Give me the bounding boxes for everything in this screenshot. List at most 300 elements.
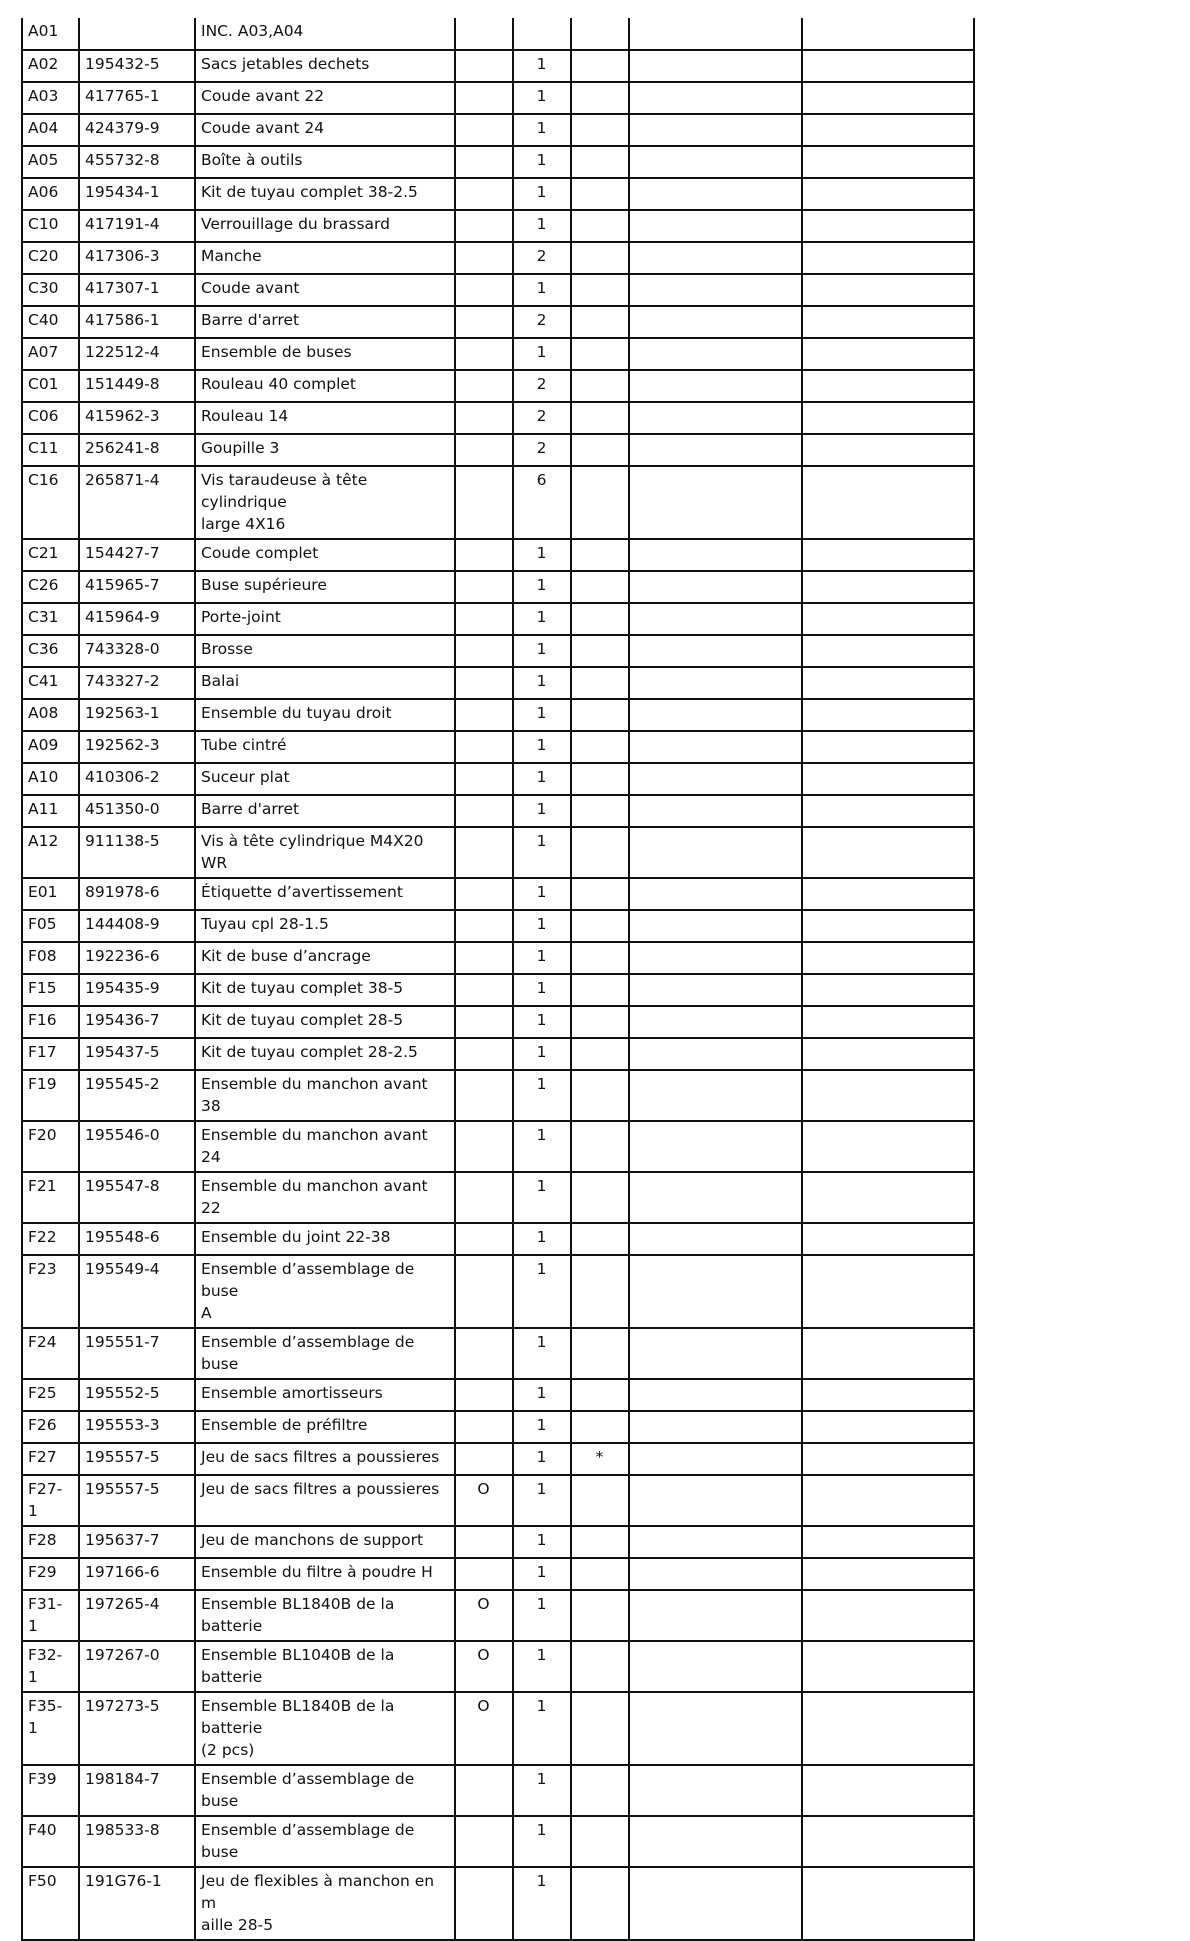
- item-number-cell: C10: [22, 210, 79, 242]
- quantity-cell: 1: [513, 1641, 571, 1692]
- part-number-cell: 265871-4: [79, 466, 195, 539]
- item-number-cell: C41: [22, 667, 79, 699]
- option-cell: [455, 1411, 513, 1443]
- item-number-cell: F27-1: [22, 1475, 79, 1526]
- quantity-cell: 1: [513, 1443, 571, 1475]
- note-mark-cell: [571, 795, 629, 827]
- quantity-cell: 1: [513, 1328, 571, 1379]
- description-cell: Jeu de sacs filtres a poussieres: [195, 1443, 455, 1475]
- part-number-cell: 451350-0: [79, 795, 195, 827]
- item-number-cell: F05: [22, 910, 79, 942]
- blank-cell: [629, 1172, 802, 1223]
- item-number-cell: F24: [22, 1328, 79, 1379]
- note-mark-cell: [571, 466, 629, 539]
- part-number-cell: 195549-4: [79, 1255, 195, 1328]
- option-cell: [455, 974, 513, 1006]
- blank-cell: [629, 402, 802, 434]
- note-mark-cell: [571, 178, 629, 210]
- item-number-cell: A04: [22, 114, 79, 146]
- table-row: [22, 210, 974, 242]
- blank-cell: [629, 1006, 802, 1038]
- note-mark-cell: [571, 1590, 629, 1641]
- description-cell: Ensemble du joint 22-38: [195, 1223, 455, 1255]
- description-cell: Ensemble de buses: [195, 338, 455, 370]
- note-mark-cell: [571, 146, 629, 178]
- blank-cell: [802, 1006, 974, 1038]
- blank-cell: [629, 1070, 802, 1121]
- quantity-cell: 1: [513, 635, 571, 667]
- option-cell: [455, 370, 513, 402]
- blank-cell: [629, 827, 802, 878]
- description-cell: Ensemble BL1040B de la batterie: [195, 1641, 455, 1692]
- blank-cell: [802, 1223, 974, 1255]
- description-cell: Barre d'arret: [195, 306, 455, 338]
- blank-cell: [802, 1379, 974, 1411]
- note-mark-cell: *: [571, 1443, 629, 1475]
- note-mark-cell: [571, 1411, 629, 1443]
- part-number-cell: 195551-7: [79, 1328, 195, 1379]
- quantity-cell: 1: [513, 974, 571, 1006]
- part-number-cell: 195548-6: [79, 1223, 195, 1255]
- blank-cell: [802, 1867, 974, 1940]
- blank-cell: [629, 338, 802, 370]
- description-cell: Barre d'arret: [195, 795, 455, 827]
- quantity-cell: 1: [513, 1765, 571, 1816]
- parts-table-body: [22, 18, 974, 1940]
- blank-cell: [629, 667, 802, 699]
- quantity-cell: 1: [513, 1070, 571, 1121]
- quantity-cell: 1: [513, 1223, 571, 1255]
- table-row: [22, 910, 974, 942]
- option-cell: [455, 1006, 513, 1038]
- item-number-cell: A10: [22, 763, 79, 795]
- option-cell: O: [455, 1692, 513, 1765]
- blank-cell: [802, 974, 974, 1006]
- item-number-cell: F21: [22, 1172, 79, 1223]
- quantity-cell: 1: [513, 1475, 571, 1526]
- table-row: [22, 827, 974, 878]
- description-cell: Coude avant: [195, 274, 455, 306]
- note-mark-cell: [571, 210, 629, 242]
- table-row: [22, 18, 974, 50]
- description-cell: Ensemble d’assemblage de buse: [195, 1765, 455, 1816]
- part-number-cell: 154427-7: [79, 539, 195, 571]
- item-number-cell: A08: [22, 699, 79, 731]
- option-cell: [455, 827, 513, 878]
- option-cell: [455, 82, 513, 114]
- part-number-cell: 195434-1: [79, 178, 195, 210]
- item-number-cell: C06: [22, 402, 79, 434]
- option-cell: [455, 306, 513, 338]
- note-mark-cell: [571, 878, 629, 910]
- blank-cell: [629, 1641, 802, 1692]
- blank-cell: [629, 50, 802, 82]
- item-number-cell: F39: [22, 1765, 79, 1816]
- quantity-cell: 1: [513, 178, 571, 210]
- item-number-cell: F40: [22, 1816, 79, 1867]
- blank-cell: [802, 306, 974, 338]
- part-number-cell: 455732-8: [79, 146, 195, 178]
- description-cell: Kit de tuyau complet 28-2.5: [195, 1038, 455, 1070]
- option-cell: [455, 942, 513, 974]
- item-number-cell: C30: [22, 274, 79, 306]
- blank-cell: [629, 1255, 802, 1328]
- note-mark-cell: [571, 731, 629, 763]
- item-number-cell: A11: [22, 795, 79, 827]
- item-number-cell: F29: [22, 1558, 79, 1590]
- blank-cell: [629, 1443, 802, 1475]
- table-row: [22, 1038, 974, 1070]
- item-number-cell: F28: [22, 1526, 79, 1558]
- description-cell: Ensemble BL1840B de la batterie: [195, 1590, 455, 1641]
- quantity-cell: 1: [513, 1172, 571, 1223]
- item-number-cell: F15: [22, 974, 79, 1006]
- description-cell: Porte-joint: [195, 603, 455, 635]
- note-mark-cell: [571, 974, 629, 1006]
- note-mark-cell: [571, 1816, 629, 1867]
- blank-cell: [802, 1172, 974, 1223]
- description-cell: Goupille 3: [195, 434, 455, 466]
- part-number-cell: 256241-8: [79, 434, 195, 466]
- option-cell: [455, 1223, 513, 1255]
- option-cell: [455, 50, 513, 82]
- description-cell: Rouleau 40 complet: [195, 370, 455, 402]
- note-mark-cell: [571, 402, 629, 434]
- option-cell: [455, 603, 513, 635]
- table-row: [22, 1558, 974, 1590]
- blank-cell: [802, 1558, 974, 1590]
- part-number-cell: 197166-6: [79, 1558, 195, 1590]
- blank-cell: [629, 306, 802, 338]
- part-number-cell: 195432-5: [79, 50, 195, 82]
- blank-cell: [629, 795, 802, 827]
- blank-cell: [802, 50, 974, 82]
- blank-cell: [802, 667, 974, 699]
- blank-cell: [802, 274, 974, 306]
- blank-cell: [802, 635, 974, 667]
- part-number-cell: [79, 18, 195, 50]
- note-mark-cell: [571, 635, 629, 667]
- note-mark-cell: [571, 1558, 629, 1590]
- quantity-cell: 1: [513, 878, 571, 910]
- item-number-cell: F22: [22, 1223, 79, 1255]
- option-cell: O: [455, 1475, 513, 1526]
- description-cell: Ensemble du manchon avant 22: [195, 1172, 455, 1223]
- blank-cell: [802, 1038, 974, 1070]
- blank-cell: [802, 1641, 974, 1692]
- note-mark-cell: [571, 910, 629, 942]
- part-number-cell: 743328-0: [79, 635, 195, 667]
- blank-cell: [629, 1411, 802, 1443]
- description-cell: Ensemble d’assemblage de buse: [195, 1328, 455, 1379]
- description-cell: Ensemble amortisseurs: [195, 1379, 455, 1411]
- option-cell: [455, 1328, 513, 1379]
- part-number-cell: 198184-7: [79, 1765, 195, 1816]
- blank-cell: [802, 571, 974, 603]
- description-cell: INC. A03,A04: [195, 18, 455, 50]
- blank-cell: [629, 1558, 802, 1590]
- quantity-cell: 1: [513, 942, 571, 974]
- quantity-cell: 1: [513, 1558, 571, 1590]
- blank-cell: [629, 1475, 802, 1526]
- part-number-cell: 192562-3: [79, 731, 195, 763]
- blank-cell: [629, 1121, 802, 1172]
- description-cell: Ensemble de préfiltre: [195, 1411, 455, 1443]
- option-cell: [455, 210, 513, 242]
- option-cell: [455, 763, 513, 795]
- blank-cell: [802, 1443, 974, 1475]
- option-cell: [455, 466, 513, 539]
- description-cell: Kit de tuyau complet 38-2.5: [195, 178, 455, 210]
- item-number-cell: F08: [22, 942, 79, 974]
- quantity-cell: 2: [513, 402, 571, 434]
- item-number-cell: E01: [22, 878, 79, 910]
- table-row: [22, 1379, 974, 1411]
- blank-cell: [802, 1692, 974, 1765]
- note-mark-cell: [571, 763, 629, 795]
- table-row: [22, 974, 974, 1006]
- item-number-cell: C16: [22, 466, 79, 539]
- table-row: [22, 1006, 974, 1038]
- note-mark-cell: [571, 539, 629, 571]
- option-cell: [455, 699, 513, 731]
- blank-cell: [802, 114, 974, 146]
- note-mark-cell: [571, 370, 629, 402]
- part-number-cell: 417191-4: [79, 210, 195, 242]
- item-number-cell: C31: [22, 603, 79, 635]
- option-cell: [455, 1526, 513, 1558]
- option-cell: [455, 114, 513, 146]
- description-cell: Ensemble du manchon avant 24: [195, 1121, 455, 1172]
- item-number-cell: A03: [22, 82, 79, 114]
- quantity-cell: 1: [513, 146, 571, 178]
- option-cell: [455, 539, 513, 571]
- part-number-cell: 417765-1: [79, 82, 195, 114]
- item-number-cell: C01: [22, 370, 79, 402]
- table-row: [22, 1255, 974, 1328]
- item-number-cell: A06: [22, 178, 79, 210]
- description-cell: Tuyau cpl 28-1.5: [195, 910, 455, 942]
- table-row: [22, 50, 974, 82]
- description-cell: Jeu de flexibles à manchon en m aille 28-5: [195, 1867, 455, 1940]
- blank-cell: [802, 763, 974, 795]
- quantity-cell: 1: [513, 603, 571, 635]
- description-cell: Boîte à outils: [195, 146, 455, 178]
- note-mark-cell: [571, 274, 629, 306]
- table-row: [22, 178, 974, 210]
- quantity-cell: 1: [513, 1038, 571, 1070]
- quantity-cell: 1: [513, 82, 571, 114]
- item-number-cell: C26: [22, 571, 79, 603]
- part-number-cell: 197265-4: [79, 1590, 195, 1641]
- item-number-cell: C21: [22, 539, 79, 571]
- blank-cell: [802, 402, 974, 434]
- table-row: [22, 434, 974, 466]
- quantity-cell: 2: [513, 370, 571, 402]
- item-number-cell: A02: [22, 50, 79, 82]
- item-number-cell: F50: [22, 1867, 79, 1940]
- quantity-cell: 1: [513, 539, 571, 571]
- option-cell: [455, 1867, 513, 1940]
- note-mark-cell: [571, 827, 629, 878]
- description-cell: Jeu de sacs filtres a poussieres: [195, 1475, 455, 1526]
- table-row: [22, 1121, 974, 1172]
- quantity-cell: 1: [513, 763, 571, 795]
- option-cell: [455, 667, 513, 699]
- item-number-cell: F26: [22, 1411, 79, 1443]
- part-number-cell: 192563-1: [79, 699, 195, 731]
- blank-cell: [802, 242, 974, 274]
- option-cell: [455, 1070, 513, 1121]
- description-cell: Rouleau 14: [195, 402, 455, 434]
- blank-cell: [629, 1038, 802, 1070]
- description-cell: Coude complet: [195, 539, 455, 571]
- table-row: [22, 114, 974, 146]
- quantity-cell: 1: [513, 1526, 571, 1558]
- quantity-cell: 1: [513, 274, 571, 306]
- blank-cell: [802, 795, 974, 827]
- blank-cell: [802, 878, 974, 910]
- option-cell: [455, 635, 513, 667]
- quantity-cell: 1: [513, 667, 571, 699]
- blank-cell: [629, 434, 802, 466]
- quantity-cell: 1: [513, 1379, 571, 1411]
- note-mark-cell: [571, 114, 629, 146]
- table-row: [22, 795, 974, 827]
- item-number-cell: F25: [22, 1379, 79, 1411]
- description-cell: Vis à tête cylindrique M4X20 WR: [195, 827, 455, 878]
- part-number-cell: 195557-5: [79, 1475, 195, 1526]
- note-mark-cell: [571, 1526, 629, 1558]
- item-number-cell: F31-1: [22, 1590, 79, 1641]
- table-row: [22, 242, 974, 274]
- table-row: [22, 539, 974, 571]
- table-row: [22, 1411, 974, 1443]
- table-row: [22, 338, 974, 370]
- quantity-cell: 2: [513, 434, 571, 466]
- quantity-cell: 1: [513, 1411, 571, 1443]
- option-cell: [455, 18, 513, 50]
- option-cell: [455, 338, 513, 370]
- part-number-cell: 195436-7: [79, 1006, 195, 1038]
- blank-cell: [802, 1475, 974, 1526]
- table-row: [22, 1172, 974, 1223]
- note-mark-cell: [571, 942, 629, 974]
- item-number-cell: A12: [22, 827, 79, 878]
- item-number-cell: A07: [22, 338, 79, 370]
- description-cell: Vis taraudeuse à tête cylindrique large 4X16: [195, 466, 455, 539]
- note-mark-cell: [571, 1038, 629, 1070]
- table-row: [22, 1765, 974, 1816]
- part-number-cell: 195557-5: [79, 1443, 195, 1475]
- quantity-cell: 2: [513, 306, 571, 338]
- quantity-cell: 1: [513, 210, 571, 242]
- blank-cell: [802, 1590, 974, 1641]
- blank-cell: [802, 827, 974, 878]
- item-number-cell: C36: [22, 635, 79, 667]
- quantity-cell: [513, 18, 571, 50]
- blank-cell: [629, 274, 802, 306]
- blank-cell: [802, 1070, 974, 1121]
- table-row: [22, 1443, 974, 1475]
- blank-cell: [802, 699, 974, 731]
- blank-cell: [629, 1816, 802, 1867]
- note-mark-cell: [571, 603, 629, 635]
- option-cell: [455, 910, 513, 942]
- table-row: [22, 1070, 974, 1121]
- blank-cell: [802, 210, 974, 242]
- description-cell: Jeu de manchons de support: [195, 1526, 455, 1558]
- blank-cell: [802, 731, 974, 763]
- part-number-cell: 410306-2: [79, 763, 195, 795]
- blank-cell: [629, 114, 802, 146]
- note-mark-cell: [571, 667, 629, 699]
- note-mark-cell: [571, 1765, 629, 1816]
- option-cell: [455, 242, 513, 274]
- blank-cell: [629, 370, 802, 402]
- table-row: [22, 1816, 974, 1867]
- option-cell: [455, 1121, 513, 1172]
- table-row: [22, 1475, 974, 1526]
- item-number-cell: C11: [22, 434, 79, 466]
- blank-cell: [802, 18, 974, 50]
- blank-cell: [802, 1121, 974, 1172]
- description-cell: Buse supérieure: [195, 571, 455, 603]
- description-cell: Kit de buse d’ancrage: [195, 942, 455, 974]
- blank-cell: [802, 1765, 974, 1816]
- quantity-cell: 1: [513, 795, 571, 827]
- description-cell: Coude avant 22: [195, 82, 455, 114]
- note-mark-cell: [571, 50, 629, 82]
- description-cell: Kit de tuyau complet 38-5: [195, 974, 455, 1006]
- description-cell: Ensemble d’assemblage de buse: [195, 1816, 455, 1867]
- option-cell: [455, 1038, 513, 1070]
- blank-cell: [629, 699, 802, 731]
- table-row: [22, 306, 974, 338]
- quantity-cell: 1: [513, 910, 571, 942]
- blank-cell: [629, 1867, 802, 1940]
- table-row: [22, 402, 974, 434]
- item-number-cell: F17: [22, 1038, 79, 1070]
- option-cell: [455, 571, 513, 603]
- blank-cell: [629, 539, 802, 571]
- part-number-cell: 195553-3: [79, 1411, 195, 1443]
- description-cell: Ensemble du filtre à poudre H: [195, 1558, 455, 1590]
- option-cell: [455, 1816, 513, 1867]
- description-cell: Ensemble d’assemblage de buse A: [195, 1255, 455, 1328]
- note-mark-cell: [571, 1867, 629, 1940]
- option-cell: [455, 178, 513, 210]
- blank-cell: [629, 974, 802, 1006]
- table-row: [22, 370, 974, 402]
- part-number-cell: 197273-5: [79, 1692, 195, 1765]
- table-row: [22, 1692, 974, 1765]
- note-mark-cell: [571, 1255, 629, 1328]
- description-cell: Coude avant 24: [195, 114, 455, 146]
- option-cell: [455, 878, 513, 910]
- note-mark-cell: [571, 699, 629, 731]
- part-number-cell: 415964-9: [79, 603, 195, 635]
- part-number-cell: 144408-9: [79, 910, 195, 942]
- part-number-cell: 198533-8: [79, 1816, 195, 1867]
- blank-cell: [629, 146, 802, 178]
- option-cell: [455, 795, 513, 827]
- blank-cell: [802, 1816, 974, 1867]
- table-row: [22, 1328, 974, 1379]
- part-number-cell: 891978-6: [79, 878, 195, 910]
- part-number-cell: 192236-6: [79, 942, 195, 974]
- table-row: [22, 1641, 974, 1692]
